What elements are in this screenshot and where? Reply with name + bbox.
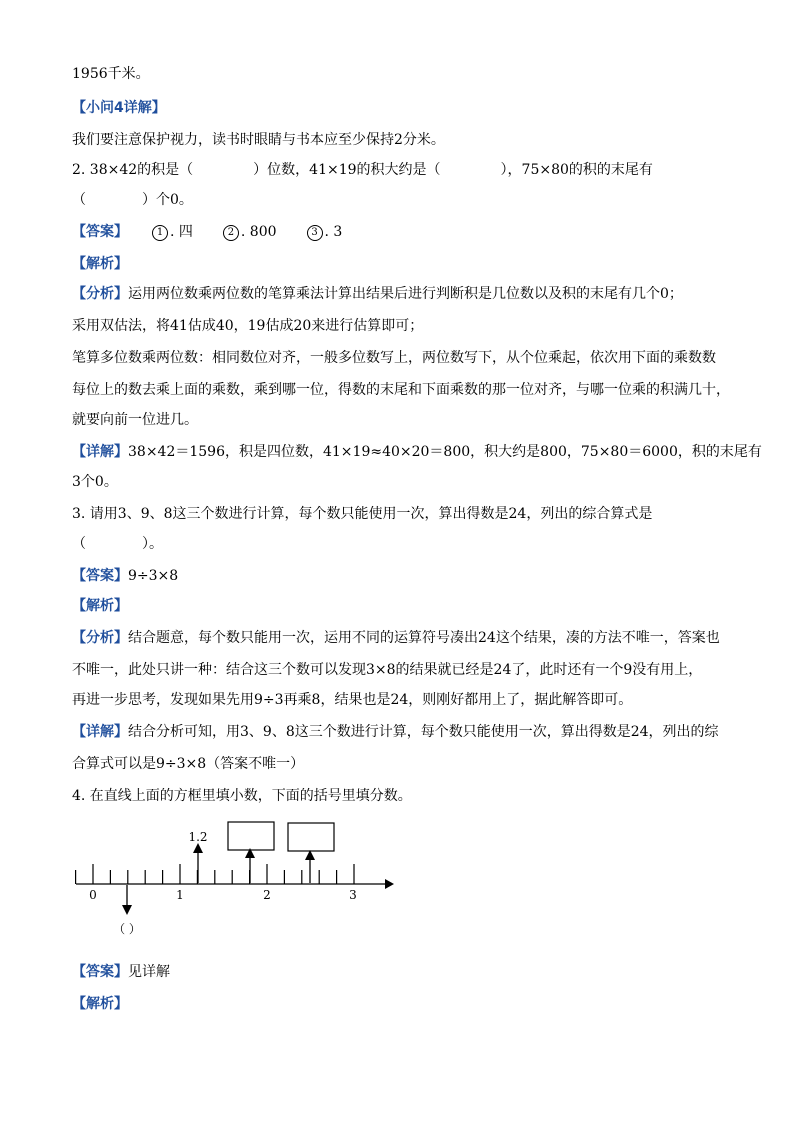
answer-value: 见详解 [128,964,170,980]
answer-value-2: . 800 [240,224,277,240]
circled-number-3: 3 [307,225,323,241]
axis-arrowhead [385,879,394,889]
tick-label-1: 1 [176,888,184,902]
q2-text-c: ），75×80的积的末尾有 [500,162,653,178]
q2-text-a: 2. 38×42的积是（ [72,162,194,178]
analysis-line [72,284,683,304]
answer-3 [72,566,178,586]
analysis-heading: 【解析】 [72,256,128,272]
q3-text-c: ）。 [142,536,163,552]
arrowhead-1-2 [193,843,203,853]
answer-value: 9÷3×8 [128,568,179,584]
analysis-line: 每位上的数去乘上面的乘数，乘到哪一位，得数的末尾和下面乘数的那一位对齐，与哪一位乘的积满几十， [72,382,730,398]
detail-line: 合算式可以是9÷3×8（答案不唯一） [72,756,305,772]
answer-2 [72,222,342,242]
answer-tag: 【答案】 [72,568,128,584]
tick-label-0: 0 [89,888,97,902]
answer-box-2 [288,823,334,851]
xiangjie-tag: 【详解】 [72,444,128,460]
detail-text: 38×42＝1596，积是四位数，41×19≈40×20＝800，积大约是800，75×80＝6000，积的末尾有 [128,444,762,460]
tick-marks [76,864,354,884]
q2-text-e: ）个0。 [142,192,193,208]
detail-line [72,442,762,462]
answer-tag: 【答案】 [72,964,128,980]
question-3-cont [72,534,163,554]
number-line-figure [70,815,400,945]
fenxi-tag: 【分析】 [72,286,128,302]
analysis-line: 采用双估法，将41估成40，19估成20来进行估算即可； [72,318,424,334]
text-line: 我们要注意保护视力，读书时眼睛与书本应至少保持2分米。 [72,132,445,148]
circled-number-1: 1 [152,225,168,241]
q2-text-d: （ [72,192,86,208]
fenxi-tag: 【分析】 [72,630,128,646]
detail-line [72,722,719,742]
label-1-2: 1.2 [188,830,208,844]
q2-text-b: ）位数，41×19的积大约是（ [253,162,441,178]
answer-value-1: . 四 [170,224,193,240]
analysis-line: 再进一步思考，发现如果先用9÷3再乘8，结果也是24，则刚好都用上了，据此解答即可。 [72,692,633,708]
analysis-line: 就要向前一位进几。 [72,412,198,428]
question-3: 3. 请用3、9、8这三个数进行计算，每个数只能使用一次，算出得数是24，列出的综合算式是 [72,506,653,522]
question-4: 4. 在直线上面的方框里填小数，下面的括号里填分数。 [72,788,412,804]
analysis-line: 笔算多位数乘两位数：相同数位对齐，一般多位数写上，两位数写下，从个位乘起，依次用下面的乘数数 [72,350,716,366]
tick-label-3: 3 [349,888,357,902]
answer-4 [72,962,170,982]
text-line: 1956千米。 [72,66,150,82]
question-2 [72,160,653,180]
q3-text-b: （ [72,536,86,552]
answer-value-3: . 3 [324,224,343,240]
analysis-line: 不唯一，此处只讲一种：结合这三个数可以发现3×8的结果就已经是24了，此时还有一个9没有用上， [72,662,703,678]
xiangjie-tag: 【详解】 [72,724,128,740]
section-heading: 【小问4详解】 [72,100,166,116]
analysis-text: 运用两位数乘两位数的笔算乘法计算出结果后进行判断积是几位数以及积的末尾有几个0； [128,286,683,302]
answer-box-1 [228,822,274,850]
circled-number-2: 2 [223,225,239,241]
arrowhead-down [122,905,132,915]
analysis-heading: 【解析】 [72,996,128,1012]
answer-paren: （ ） [113,922,141,936]
analysis-text: 结合题意，每个数只能用一次，运用不同的运算符号凑出24这个结果，凑的方法不唯一，答案也 [128,630,720,646]
detail-text: 结合分析可知，用3、9、8这三个数进行计算，每个数只能使用一次，算出得数是24，列出的综 [128,724,719,740]
tick-label-2: 2 [263,888,271,902]
answer-tag: 【答案】 [72,224,128,240]
detail-line: 3个0。 [72,474,118,490]
analysis-heading: 【解析】 [72,598,128,614]
analysis-line [72,628,720,648]
question-2-cont [72,190,193,210]
